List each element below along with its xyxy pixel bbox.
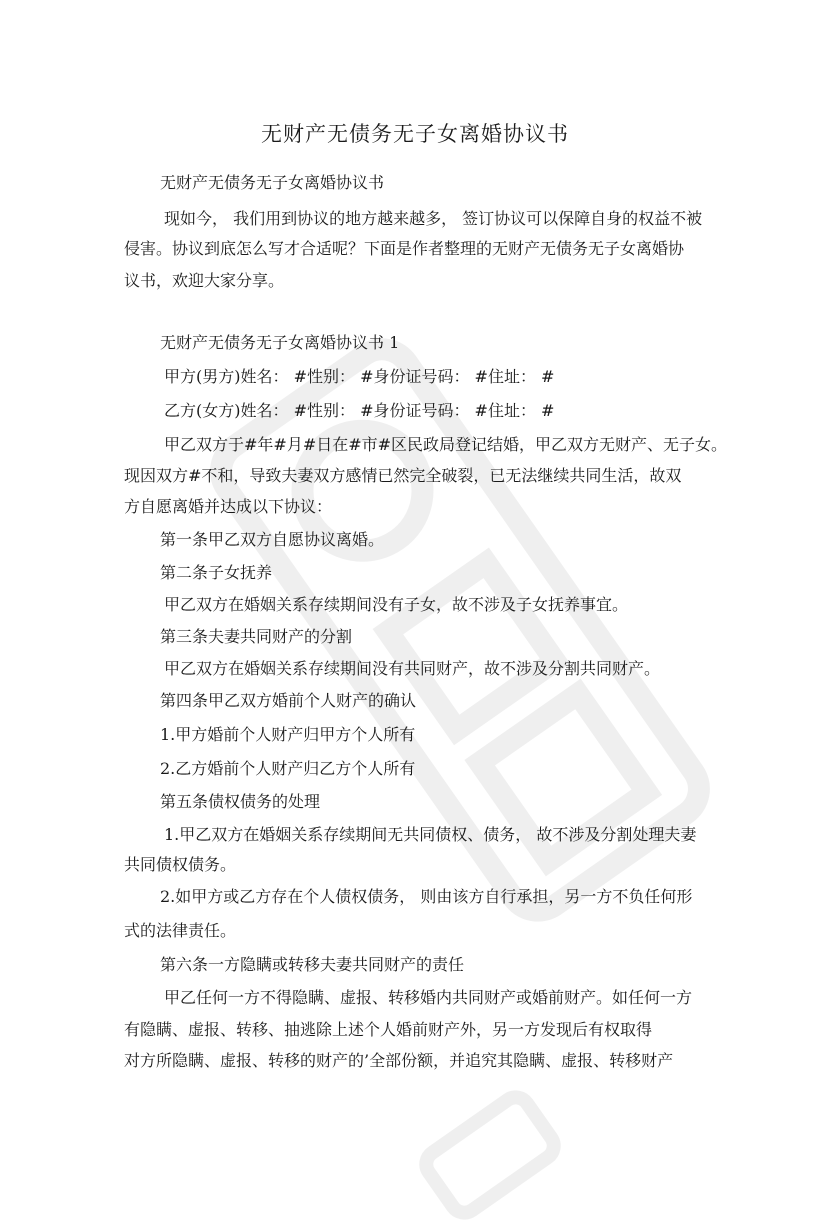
document-title: 无财产无债务无子女离婚协议书 xyxy=(261,122,569,146)
article-6-body-line-2: 有隐瞒、虚报、转移、抽逃除上述个人婚前财产外，另一方发现后有权取得 xyxy=(124,1020,653,1039)
article-4-item-2: 2.乙方婚前个人财产归乙方个人所有 xyxy=(160,759,416,778)
article-2-body: 甲乙双方在婚姻关系存续期间没有子女，故不涉及子女抚养事宜。 xyxy=(164,595,629,614)
watermark-graphic-bottom xyxy=(407,1078,573,1232)
intro-line-1: 现如今， 我们用到协议的地方越来越多， 签订协议可以保障自身的权益不被 xyxy=(164,209,703,228)
section-heading: 无财产无债务无子女离婚协议书 1 xyxy=(160,333,400,352)
article-4-title: 第四条甲乙双方婚前个人财产的确认 xyxy=(160,691,417,710)
preamble-line-2: 现因双方#不和，导致夫妻双方感情已然完全破裂，已无法继续共同生活，故双 xyxy=(124,466,682,485)
party-b-info: 乙方(女方)姓名： #性别： #身份证号码： #住址： # xyxy=(164,401,555,420)
article-4-item-1: 1.甲方婚前个人财产归甲方个人所有 xyxy=(160,725,416,744)
preamble-line-1: 甲乙双方于#年#月#日在#市#区民政局登记结婚，甲乙双方无财产、无子女。 xyxy=(164,435,728,454)
article-5-item-2-line-2: 式的法律责任。 xyxy=(124,921,237,940)
article-2-title: 第二条子女抚养 xyxy=(160,563,273,582)
party-a-info: 甲方(男方)姓名： #性别： #身份证号码： #住址： # xyxy=(164,367,555,386)
article-6-body-line-3: 对方所隐瞒、虚报、转移的财产的’全部份额，并追究其隐瞒、虚报、转移财产 xyxy=(124,1051,674,1070)
article-6-body-line-1: 甲乙任何一方不得隐瞒、虚报、转移婚内共同财产或婚前财产。如任何一方 xyxy=(164,988,693,1007)
article-1: 第一条甲乙双方自愿协议离婚。 xyxy=(160,530,385,549)
article-5-item-2-line-1: 2.如甲方或乙方存在个人债权债务， 则由该方自行承担，另一方不负任何形 xyxy=(160,887,693,906)
article-6-title: 第六条一方隐瞒或转移夫妻共同财产的责任 xyxy=(160,955,465,974)
intro-line-2: 侵害。协议到底怎么写才合适呢？下面是作者整理的无财产无债务无子女离婚协 xyxy=(124,239,685,258)
document-subtitle: 无财产无债务无子女离婚协议书 xyxy=(160,173,385,192)
intro-line-3: 议书，欢迎大家分享。 xyxy=(124,271,285,290)
preamble-line-3: 方自愿离婚并达成以下协议： xyxy=(124,497,333,516)
article-3-title: 第三条夫妻共同财产的分割 xyxy=(160,627,353,646)
article-3-body: 甲乙双方在婚姻关系存续期间没有共同财产，故不涉及分割共同财产。 xyxy=(164,659,661,678)
article-5-item-1-line-1: 1.甲乙双方在婚姻关系存续期间无共同债权、债务， 故不涉及分割处理夫妻 xyxy=(164,825,697,844)
article-5-item-1-line-2: 共同债权债务。 xyxy=(124,855,237,874)
article-5-title: 第五条债权债务的处理 xyxy=(160,792,321,811)
